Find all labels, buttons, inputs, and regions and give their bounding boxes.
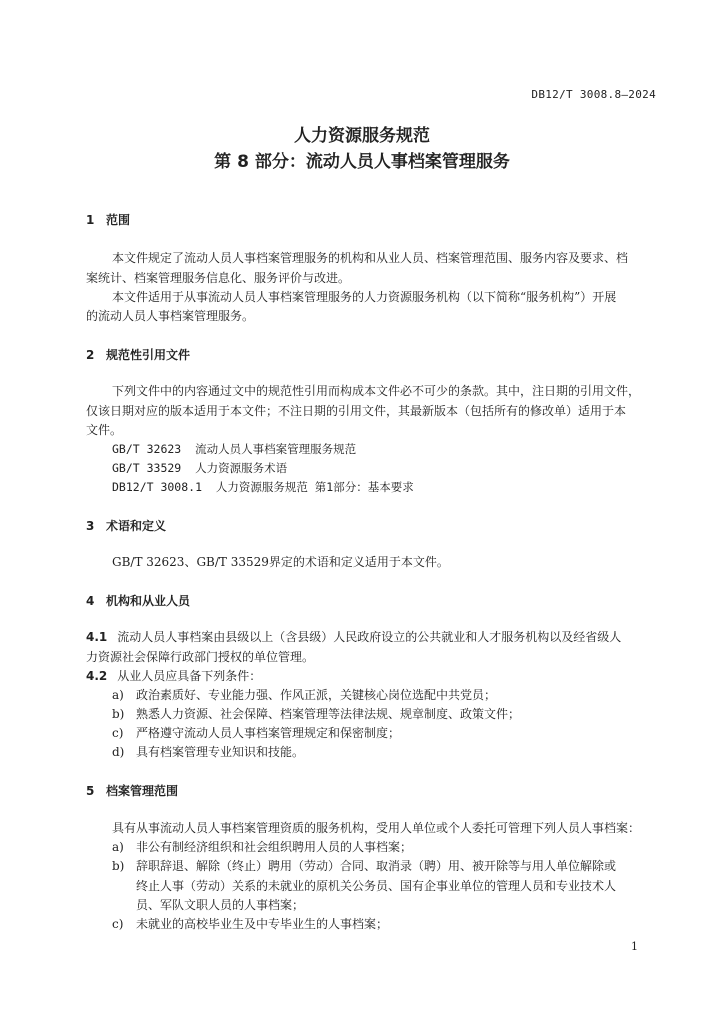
section-title: 术语和定义 bbox=[106, 519, 167, 533]
list-text: 未就业的高校毕业生及中专毕业生的人事档案； bbox=[136, 917, 389, 931]
list-text: 政治素质好、专业能力强、作风正派，关键核心岗位选配中共党员； bbox=[136, 688, 497, 702]
section-title: 规范性引用文件 bbox=[106, 348, 191, 362]
section-5-heading bbox=[86, 782, 178, 799]
list-label: c) bbox=[112, 917, 124, 931]
list-item bbox=[112, 685, 496, 705]
clause-text: 从业人员应具备下列条件： bbox=[117, 669, 262, 683]
list-item bbox=[112, 742, 304, 762]
paragraph-line: 仅该日期对应的版本适用于本文件；不注日期的引用文件，其最新版本（包括所有的修改单）适用于本 bbox=[86, 404, 627, 418]
section-number: 2 bbox=[86, 348, 95, 362]
list-text: 辞职辞退、解除（终止）聘用（劳动）合同、取消录（聘）用、被开除等与用人单位解除或 bbox=[136, 859, 617, 873]
list-text: 非公有制经济组织和社会组织聘用人员的人事档案； bbox=[136, 840, 413, 854]
section-number: 4 bbox=[86, 594, 95, 608]
section-title: 档案管理范围 bbox=[106, 784, 179, 798]
list-label: b) bbox=[112, 707, 125, 721]
paragraph-line: 力资源社会保障行政部门授权的单位管理。 bbox=[86, 650, 315, 664]
reference-item: DB12/T 3008.1 人力资源服务规范 第1部分：基本要求 bbox=[112, 480, 414, 494]
section-title: 机构和从业人员 bbox=[106, 594, 191, 608]
list-continuation: 员、军队文职人员的人事档案； bbox=[136, 898, 305, 912]
section-3-heading bbox=[86, 517, 166, 534]
reference-item: GB/T 32623 流动人员人事档案管理服务规范 bbox=[112, 442, 357, 456]
section-2-heading bbox=[86, 346, 190, 363]
paragraph-line: 案统计、档案管理服务信息化、服务评价与改进。 bbox=[86, 271, 351, 285]
list-item bbox=[112, 856, 616, 876]
section-number: 3 bbox=[86, 519, 95, 533]
list-label: a) bbox=[112, 688, 124, 702]
section-1-heading bbox=[86, 211, 130, 228]
list-text: 严格遵守流动人员人事档案管理规定和保密制度； bbox=[136, 726, 401, 740]
page-number: 1 bbox=[631, 940, 638, 953]
clause-number: 4.2 bbox=[86, 669, 108, 683]
section-4-heading bbox=[86, 592, 190, 609]
list-label: c) bbox=[112, 726, 124, 740]
reference-item: GB/T 33529 人力资源服务术语 bbox=[112, 461, 288, 475]
clause-number: 4.1 bbox=[86, 630, 108, 644]
paragraph-line: 具有从事流动人员人事档案管理资质的服务机构，受用人单位或个人委托可管理下列人员人事档案： bbox=[112, 821, 641, 835]
paragraph-line: 本文件适用于从事流动人员人事档案管理服务的人力资源服务机构（以下简称“服务机构”）开展 bbox=[112, 290, 617, 304]
standard-code: DB12/T 3008.8—2024 bbox=[531, 88, 656, 101]
list-label: a) bbox=[112, 840, 124, 854]
clause-text: 流动人员人事档案由县级以上（含县级）人民政府设立的公共就业和人才服务机构以及经省级人 bbox=[117, 630, 622, 644]
document-subtitle: 第 8 部分：流动人员人事档案管理服务 bbox=[214, 152, 510, 172]
list-item bbox=[112, 723, 400, 743]
paragraph-line: 下列文件中的内容通过文中的规范性引用而构成本文件必不可少的条款。其中，注日期的引用文件， bbox=[112, 384, 641, 398]
list-text: 熟悉人力资源、社会保障、档案管理等法律法规、规章制度、政策文件； bbox=[136, 707, 521, 721]
clause-4-2 bbox=[86, 666, 261, 686]
list-item bbox=[112, 914, 388, 934]
section-number: 1 bbox=[86, 213, 95, 227]
list-label: b) bbox=[112, 859, 125, 873]
list-item bbox=[112, 704, 520, 724]
clause-4-1 bbox=[86, 627, 621, 647]
list-text: 具有档案管理专业知识和技能。 bbox=[136, 745, 305, 759]
list-item bbox=[112, 837, 412, 857]
section-number: 5 bbox=[86, 784, 95, 798]
paragraph-line: GB/T 32623、GB/T 33529界定的术语和定义适用于本文件。 bbox=[112, 555, 449, 569]
paragraph-line: 的流动人员人事档案管理服务。 bbox=[86, 309, 255, 323]
document-title: 人力资源服务规范 bbox=[294, 126, 430, 146]
paragraph-line: 本文件规定了流动人员人事档案管理服务的机构和从业人员、档案管理范围、服务内容及要求、档 bbox=[112, 251, 629, 265]
paragraph-line: 文件。 bbox=[86, 423, 123, 437]
section-title: 范围 bbox=[106, 213, 131, 227]
list-continuation: 终止人事（劳动）关系的未就业的原机关公务员、国有企事业单位的管理人员和专业技术人 bbox=[136, 879, 617, 893]
list-label: d) bbox=[112, 745, 125, 759]
